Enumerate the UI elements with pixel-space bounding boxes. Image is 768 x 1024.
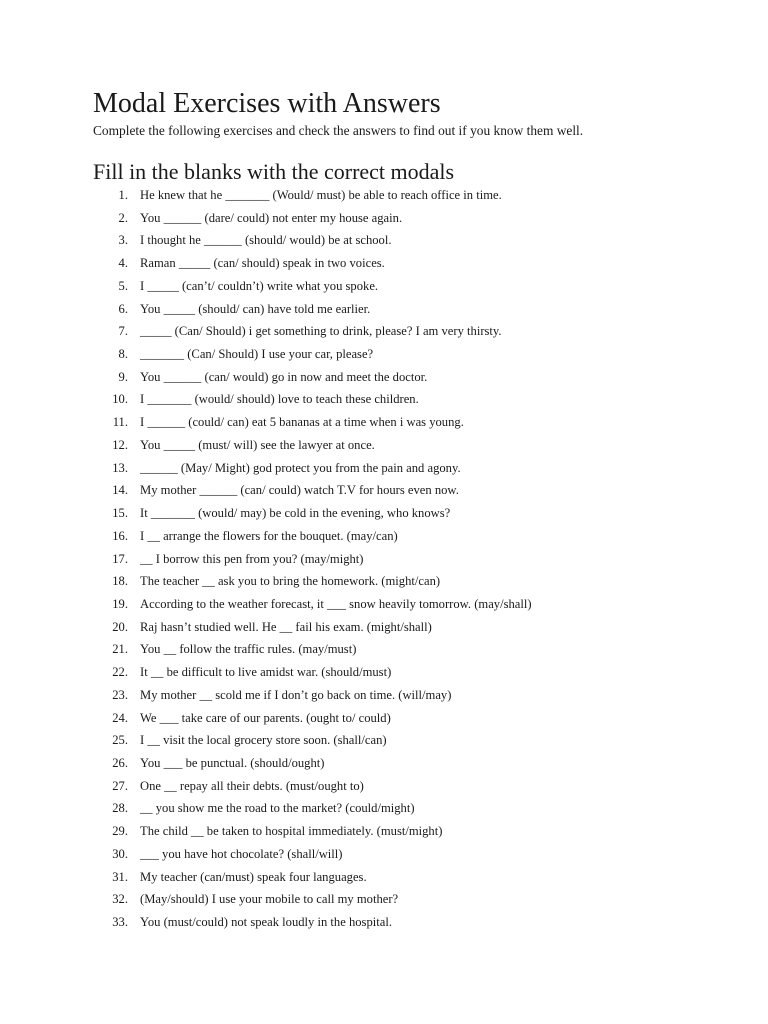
item-text: You _____ (should/ can) have told me earlier. (140, 301, 371, 316)
item-number: 22. (112, 665, 128, 680)
item-number: 31. (112, 869, 128, 884)
item-number: 6. (118, 301, 128, 316)
item-text: __ you show me the road to the market? (could/might) (140, 801, 415, 816)
item-text: According to the weather forecast, it ___ snow heavily tomorrow. (may/shall) (140, 596, 532, 611)
item-text: He knew that he _______ (Would/ must) be able to reach office in time. (140, 188, 502, 202)
item-text: You _____ (must/ will) see the lawyer at once. (140, 437, 375, 452)
item-text: One __ repay all their debts. (must/ought to) (140, 778, 364, 793)
item-text: _____ (Can/ Should) i get something to drink, please? I am very thirsty. (140, 324, 502, 339)
item-number: 10. (112, 392, 128, 407)
item-number: 15. (112, 506, 128, 521)
item-text: You ______ (can/ would) go in now and meet the doctor. (140, 369, 428, 384)
item-number: 4. (118, 256, 128, 271)
item-number: 17. (112, 551, 128, 566)
item-text: (May/should) I use your mobile to call my mother? (140, 892, 399, 907)
item-number: 28. (112, 801, 128, 816)
item-text: __ I borrow this pen from you? (may/might) (140, 551, 364, 566)
item-text: I thought he ______ (should/ would) be at school. (140, 233, 392, 248)
item-number: 20. (112, 619, 128, 634)
item-number: 24. (112, 710, 128, 725)
item-number: 33. (112, 915, 128, 929)
item-number: 27. (112, 778, 128, 793)
item-number: 9. (118, 369, 128, 384)
item-number: 5. (118, 278, 128, 293)
item-text: Raj hasn’t studied well. He __ fail his exam. (might/shall) (140, 619, 432, 634)
item-text: My teacher (can/must) speak four languages. (140, 869, 367, 884)
item-text: Raman _____ (can/ should) speak in two voices. (140, 256, 385, 271)
item-text: You ___ be punctual. (should/ought) (140, 755, 325, 770)
item-text: It _______ (would/ may) be cold in the evening, who knows? (140, 506, 451, 521)
item-number: 18. (112, 574, 128, 589)
item-text: I _____ (can’t/ couldn’t) write what you spoke. (140, 278, 379, 293)
item-text: My mother __ scold me if I don’t go back on time. (will/may) (140, 687, 452, 702)
item-number: 3. (118, 233, 128, 248)
item-text: I _______ (would/ should) love to teach these children. (140, 392, 419, 407)
item-text: The child __ be taken to hospital immediately. (must/might) (140, 824, 443, 839)
item-number: 1. (118, 188, 128, 202)
item-text: You __ follow the traffic rules. (may/must) (140, 642, 357, 657)
section-heading: Fill in the blanks with the correct modals (93, 159, 455, 184)
item-text: The teacher __ ask you to bring the homework. (might/can) (140, 574, 441, 589)
item-number: 14. (112, 483, 128, 498)
item-number: 13. (112, 460, 128, 475)
item-number: 26. (112, 755, 128, 770)
item-number: 25. (112, 733, 128, 748)
item-number: 19. (112, 596, 128, 611)
item-text: You ______ (dare/ could) not enter my house again. (140, 210, 403, 225)
item-number: 2. (118, 210, 128, 225)
intro-text: Complete the following exercises and check the answers to find out if you know them well. (93, 123, 584, 138)
item-text: I __ visit the local grocery store soon. (shall/can) (140, 733, 387, 748)
item-number: 12. (112, 437, 128, 452)
item-text: We ___ take care of our parents. (ought to/ could) (140, 710, 391, 725)
page-title: Modal Exercises with Answers (93, 88, 441, 119)
item-text: ___ you have hot chocolate? (shall/will) (140, 846, 343, 861)
item-number: 11. (112, 415, 128, 430)
item-text: It __ be difficult to live amidst war. (should/must) (140, 665, 392, 680)
item-number: 7. (118, 324, 128, 339)
item-text: I ______ (could/ can) eat 5 bananas at a time when i was young. (140, 415, 464, 430)
item-number: 30. (112, 846, 128, 861)
item-number: 23. (112, 687, 128, 702)
item-text: You (must/could) not speak loudly in the hospital. (140, 915, 392, 929)
item-text: My mother ______ (can/ could) watch T.V for hours even now. (140, 483, 459, 498)
item-text: I __ arrange the flowers for the bouquet. (may/can) (140, 528, 398, 543)
item-number: 32. (112, 892, 128, 907)
item-number: 16. (112, 528, 128, 543)
item-number: 21. (112, 642, 128, 657)
item-number: 8. (118, 347, 128, 362)
item-text: ______ (May/ Might) god protect you from the pain and agony. (140, 460, 461, 475)
item-text: _______ (Can/ Should) I use your car, please? (140, 347, 374, 362)
item-number: 29. (112, 824, 128, 839)
